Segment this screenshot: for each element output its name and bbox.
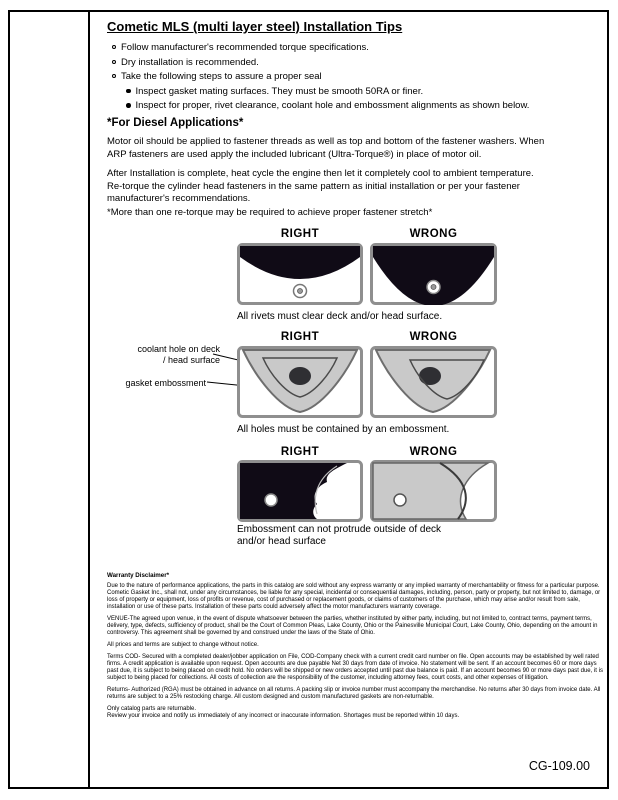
rivet-clearance-wrong-diagram: [370, 243, 497, 305]
tip-text: Inspect for proper, rivet clearance, coolant hole and embossment alignments as shown below.: [135, 100, 530, 111]
document-number: CG-109.00: [528, 759, 590, 773]
filled-bullet-icon: [126, 103, 131, 108]
retorque-note: *More than one re-torque may be required to achieve proper fastener stretch*: [107, 207, 433, 218]
coolant-hole-wrong-diagram: [370, 346, 497, 418]
list-item: [112, 57, 529, 68]
rivet-clearance-right-diagram: [237, 243, 363, 305]
open-bullet-icon: [112, 60, 116, 64]
tip-text: Dry installation is recommended.: [121, 56, 259, 68]
warranty-paragraph: Returns- Authorized (RGA) must be obtained in advance on all returns. A packing slip or invoice number must accompany the merchandise. No returns after 30 days from invoice date. All returns are subject to a 25% restocking charge. All custom designed and custom manufactured gaskets are non-returnable.: [107, 687, 601, 700]
tip-text: Follow manufacturer's recommended torque specifications.: [121, 42, 369, 53]
coolant-hole-right-diagram: [237, 346, 363, 418]
open-bullet-icon: [112, 74, 116, 78]
warranty-heading: Warranty Disclaimer*: [107, 572, 170, 579]
list-sub-item: [126, 100, 529, 111]
tip-text: Inspect gasket mating surfaces. They must be smooth 50RA or finer.: [135, 85, 424, 97]
wrong-label-row2: WRONG: [409, 331, 458, 343]
embossment-right-diagram: [237, 460, 363, 522]
installation-tips-list: [112, 42, 529, 115]
wrong-label-row3: WRONG: [409, 446, 458, 458]
list-item: [112, 71, 529, 82]
holes-caption: All holes must be contained by an embossment.: [237, 424, 450, 435]
embossment-wrong-diagram: [370, 460, 497, 522]
warranty-paragraph: Due to the nature of performance applications, the parts in this catalog are sold without any express warranty or any implied warranty of merchantability or fitness for a particular purpose. Cometic Gasket Inc., shall not, under any circumstances, be liable for any special, incidental or consequential damages, including, person, party or property, but not limited to, damage, or loss of property or equipment, loss of profits or revenue, cost of purchased or replacement goods, or claims of customers of the purchase, which may arise and/or result from sale, installation or use of these parts. Installation of these parts could adversely affect the motor manufacturers warranty coverage.: [107, 583, 601, 610]
warranty-paragraph: VENUE-The agreed upon venue, in the event of dispute whatsoever between the parties, whether instituted by either party, including, but not limited to, contract terms, payment terms, delivery, type, defects, sufficiency of product, shall be the Court of Common Pleas, Lake County, Ohio or the Painesville Municipal Court, Lake County, Ohio, depending on the amount in controversy. This agreement shall be governed by and construed under the laws of the State of Ohio.: [107, 616, 598, 636]
open-bullet-icon: [112, 45, 116, 49]
embossment-caption: Embossment can not protrude outside of deck and/or head surface: [237, 524, 442, 547]
warranty-paragraph: Review your invoice and notify us immediately of any incorrect or inaccurate information. Shortages must be reported within 10 days.: [107, 713, 460, 719]
right-label-row1: RIGHT: [280, 228, 320, 240]
diesel-paragraph-1: Motor oil should be applied to fastener threads as well as top and bottom of the fastener washers. When ARP fasteners are used apply the included lubricant (Ultra-Torque®) in place of motor oil.: [107, 136, 545, 160]
right-label-row2: RIGHT: [280, 331, 320, 343]
wrong-label-row1: WRONG: [409, 228, 458, 240]
diesel-applications-heading: *For Diesel Applications*: [107, 117, 244, 129]
page-title: Cometic MLS (multi layer steel) Installation Tips: [107, 19, 403, 34]
warranty-paragraph: All prices and terms are subject to change without notice.: [107, 642, 259, 648]
list-item: [112, 42, 529, 53]
coolant-hole-annotation: coolant hole on deck / head surface: [137, 344, 220, 365]
warranty-paragraph: Only catalog parts are returnable.: [107, 706, 197, 712]
list-sub-item: [126, 86, 529, 97]
filled-bullet-icon: [126, 89, 131, 94]
rivets-caption: All rivets must clear deck and/or head surface.: [237, 311, 443, 322]
tip-text: Take the following steps to assure a proper seal: [121, 71, 322, 82]
gasket-embossment-annotation: gasket embossment: [125, 378, 206, 388]
left-margin-rule: [88, 10, 90, 789]
warranty-paragraph: Terms COD- Secured with a completed dealer/jobber application on File, COD-Company check with a current credit card number on file. Open accounts may be established by well rated firms. A credit application is available upon request. Open accounts are due payable Net 30 days from date of invoice. No statement will be sent. If an account becomes 60 or more days past due, it is subject to being placed on credit hold. No orders will be shipped or new orders accepted until past due balance is paid. If an account becomes 90 or more days past due, it is subject to being placed for collections. All costs of collection are the responsibility of the customer, including attorney fees, court costs, and other expenses of litigation.: [107, 654, 603, 681]
warranty-disclaimer: [107, 572, 604, 720]
diesel-paragraph-2: After Installation is complete, heat cycle the engine then let it completely cool to ambient temperature. Re-torque the cylinder head fasteners in the same pattern as initial installation or per your fastener manufacturer's recommendations.: [107, 168, 534, 204]
right-label-row3: RIGHT: [280, 446, 320, 458]
